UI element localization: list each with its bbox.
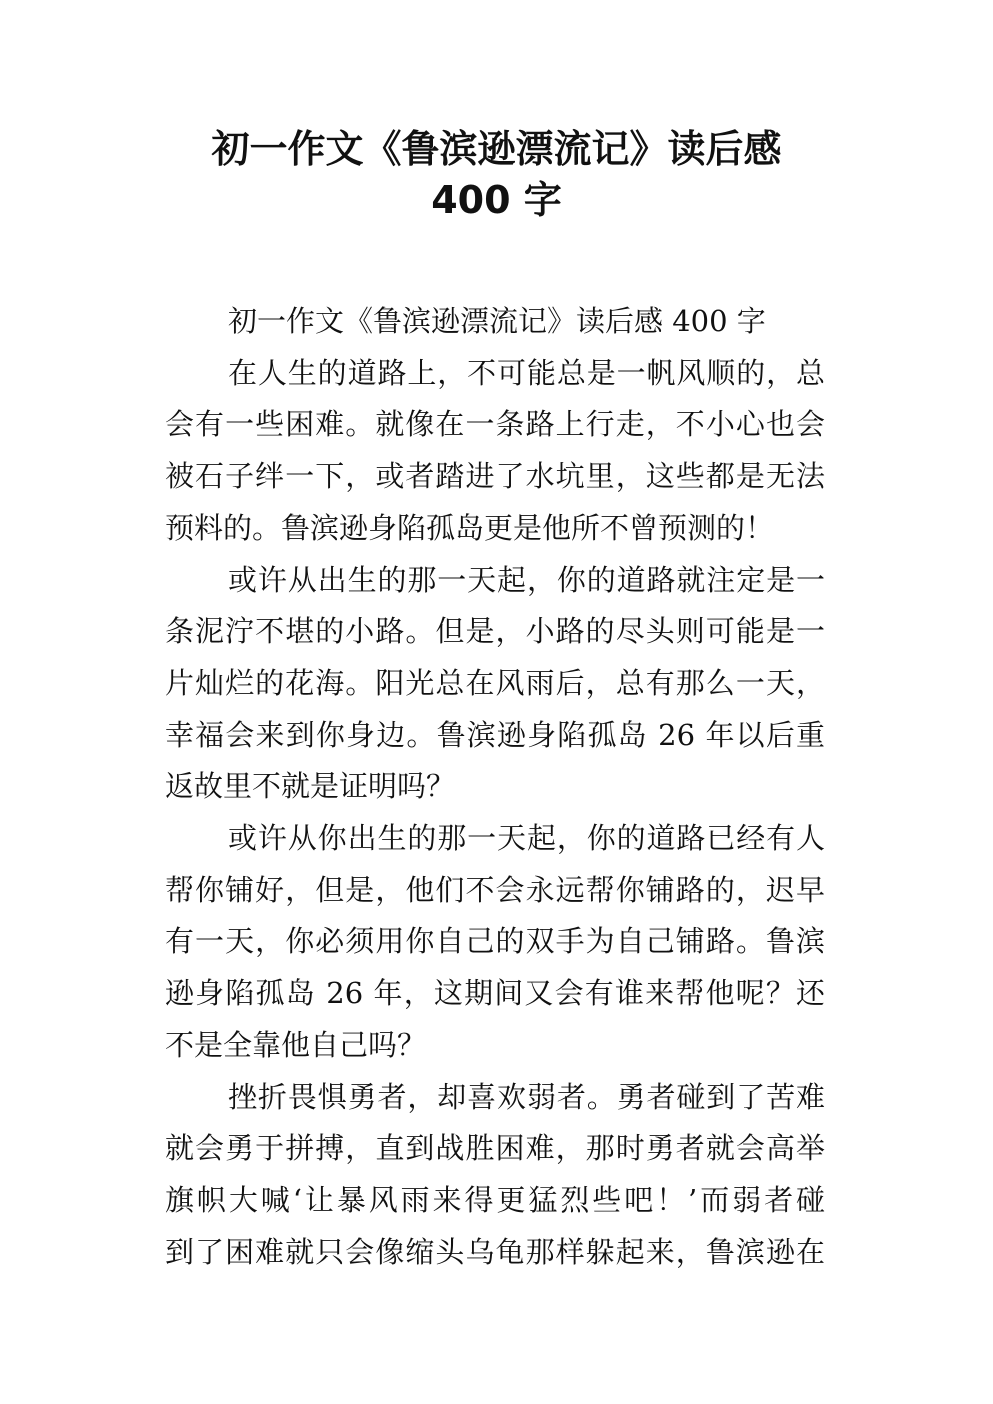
paragraph-line: 返故里不就是证明吗？ <box>165 769 456 803</box>
paragraph-line: 或许从你出生的那一天起，你的道路已经有人 <box>228 821 825 855</box>
paragraph-line: 预料的。鲁滨逊身陷孤岛更是他所不曾预测的！ <box>165 511 775 545</box>
paragraph-line: 或许从出生的那一天起，你的道路就注定是一 <box>228 563 825 597</box>
paragraph-line: 旗帜大喊‘让暴风雨来得更猛烈些吧！’而弱者碰 <box>165 1183 825 1217</box>
paragraph-line: 到了困难就只会像缩头乌龟那样躲起来，鲁滨逊在 <box>165 1235 825 1269</box>
paragraph-line: 在人生的道路上，不可能总是一帆风顺的，总 <box>228 356 825 390</box>
paragraph-line: 条泥泞不堪的小路。但是，小路的尽头则可能是一 <box>165 614 825 648</box>
document-title-line-2: 400 字 <box>431 178 562 222</box>
paragraph-line: 会有一些困难。就像在一条路上行走，不小心也会 <box>165 407 825 441</box>
paragraph-line: 有一天，你必须用你自己的双手为自己铺路。鲁滨 <box>165 924 825 958</box>
paragraph-line: 就会勇于拼搏，直到战胜困难，那时勇者就会高举 <box>165 1131 825 1165</box>
paragraph-line: 片灿烂的花海。阳光总在风雨后，总有那么一天， <box>165 666 825 700</box>
paragraph-line: 被石子绊一下，或者踏进了水坑里，这些都是无法 <box>165 459 825 493</box>
paragraph-line: 逊身陷孤岛 26 年，这期间又会有谁来帮他呢？还 <box>165 976 825 1010</box>
paragraph-line: 帮你铺好，但是，他们不会永远帮你铺路的，迟早 <box>165 873 825 907</box>
paragraph-line: 幸福会来到你身边。鲁滨逊身陷孤岛 26 年以后重 <box>165 718 825 752</box>
body-heading-line: 初一作文《鲁滨逊漂流记》读后感 400 字 <box>228 304 766 338</box>
document-title-line-1: 初一作文《鲁滨逊漂流记》读后感 <box>211 127 782 171</box>
paragraph-line: 不是全靠他自己吗？ <box>165 1028 427 1062</box>
paragraph-line: 挫折畏惧勇者，却喜欢弱者。勇者碰到了苦难 <box>228 1080 825 1114</box>
